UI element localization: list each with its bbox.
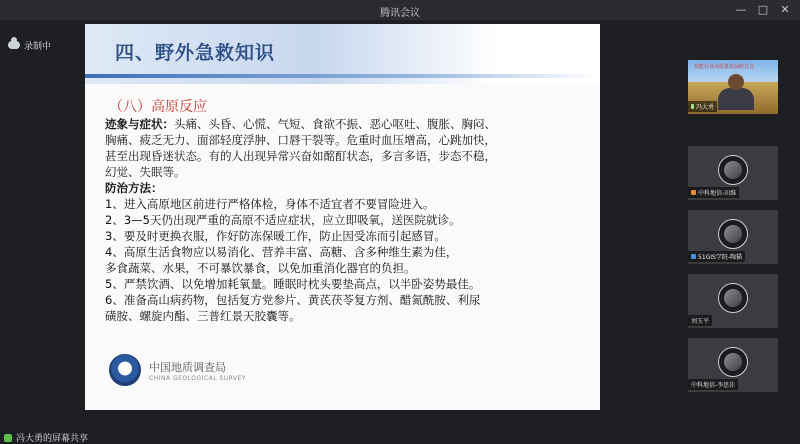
title-bar (0, 0, 800, 20)
cgs-emblem-icon (109, 354, 141, 386)
line-heading: 迹象与症状： (105, 117, 174, 131)
participant-tile[interactable] (688, 274, 778, 328)
screen-share-icon (4, 434, 12, 442)
cgs-logo (109, 354, 246, 386)
slide-line (105, 116, 583, 132)
line-text: 磺胺、螺旋内酯、三普红景天胶囊等。 (105, 309, 301, 323)
avatar (718, 283, 748, 313)
logo-en: CHINA GEOLOGICAL SURVEY (149, 374, 247, 382)
slide-line (105, 164, 583, 180)
person-head (728, 74, 744, 90)
line-text: 2、3—5天仍出现严重的高原不适应症状，应立即吸氧，送医院就诊。 (105, 213, 461, 227)
maximize-icon[interactable]: □ (757, 3, 769, 16)
person-body (718, 88, 754, 110)
slide-line (105, 292, 583, 308)
line-text: 5、严禁饮酒、以免增加耗氧量。睡眠时枕头要垫高点，以半卧姿势最佳。 (105, 277, 481, 291)
screen-share-bar[interactable] (0, 430, 800, 444)
logo-cn: 中国地质调查局 (149, 360, 226, 374)
line-text: 6、准备高山病药物，包括复方党参片、黄芪茯苓复方剂、醋氮酰胺、利尿 (105, 293, 481, 307)
slide-title: 四、野外急救知识 (115, 42, 276, 64)
slide-line (105, 212, 583, 228)
participant-label: 51GIS学院-陶猫 (688, 251, 745, 262)
participant-label: 冯大勇 (688, 101, 717, 112)
minimize-icon[interactable]: — (735, 3, 747, 16)
participant-label: 中科地信-李思佳 (688, 379, 738, 390)
slide-line (105, 228, 583, 244)
line-text: 4、高原生活食物应以易消化、营养丰富、高糖、含多种维生素为佳， (105, 245, 458, 259)
participant-label: 刘玉平 (688, 315, 712, 326)
line-text: 3、要及时更换衣服，作好防冻保暖工作，防止因受冻而引起感冒。 (105, 229, 446, 243)
recording-indicator[interactable] (8, 38, 51, 52)
avatar (718, 219, 748, 249)
line-text: 1、进入高原地区前进行严格体检，身体不适宜者不要冒险进入。 (105, 197, 435, 211)
slide-line (105, 148, 583, 164)
avatar (718, 347, 748, 377)
shared-slide (85, 24, 600, 410)
user-icon (691, 254, 696, 259)
slide-line (105, 308, 583, 324)
window-title: 腾讯会议 (380, 8, 420, 19)
slide-line (105, 180, 583, 196)
slide-body (105, 116, 583, 324)
line-heading: 防治方法： (105, 181, 163, 195)
slide-line (105, 132, 583, 148)
video-banner: 技能行业高质量发展研讨会 (694, 64, 755, 70)
participant-tile[interactable] (688, 146, 778, 200)
participant-tile-video[interactable] (688, 60, 778, 114)
header-underline (85, 74, 600, 78)
share-label: 冯大勇的屏幕共享 (16, 434, 89, 444)
line-text: 胸痛、疲乏无力、面部轻度浮肿、口唇干裂等。危重时血压增高，心跳加快， (105, 133, 496, 147)
participant-tile[interactable] (688, 210, 778, 264)
user-icon (691, 190, 696, 195)
cloud-record-icon (8, 41, 20, 49)
mic-icon (691, 104, 694, 109)
line-text: 甚至出现昏迷状态。有的人出现异常兴奋如酩酊状态，多言多语，步态不稳， (105, 149, 496, 163)
slide-line (105, 196, 583, 212)
slide-line (105, 260, 583, 276)
recording-label: 录制中 (24, 41, 52, 52)
participant-label: 中科地信-田维 (688, 187, 739, 198)
line-text: 多食蔬菜、水果，不可暴饮暴食，以免加重消化器官的负担。 (105, 261, 416, 275)
slide-subtitle: （八）高原反应 (109, 99, 207, 115)
slide-line (105, 244, 583, 260)
close-icon[interactable]: ✕ (780, 3, 790, 16)
avatar (718, 155, 748, 185)
line-text: 幻觉、失眠等。 (105, 165, 186, 179)
participant-tile[interactable] (688, 338, 778, 392)
slide-line (105, 276, 583, 292)
line-text: 头痛、头昏、心慌、气短、食欲不振、恶心呕吐、腹胀、胸闷、 (174, 117, 496, 131)
